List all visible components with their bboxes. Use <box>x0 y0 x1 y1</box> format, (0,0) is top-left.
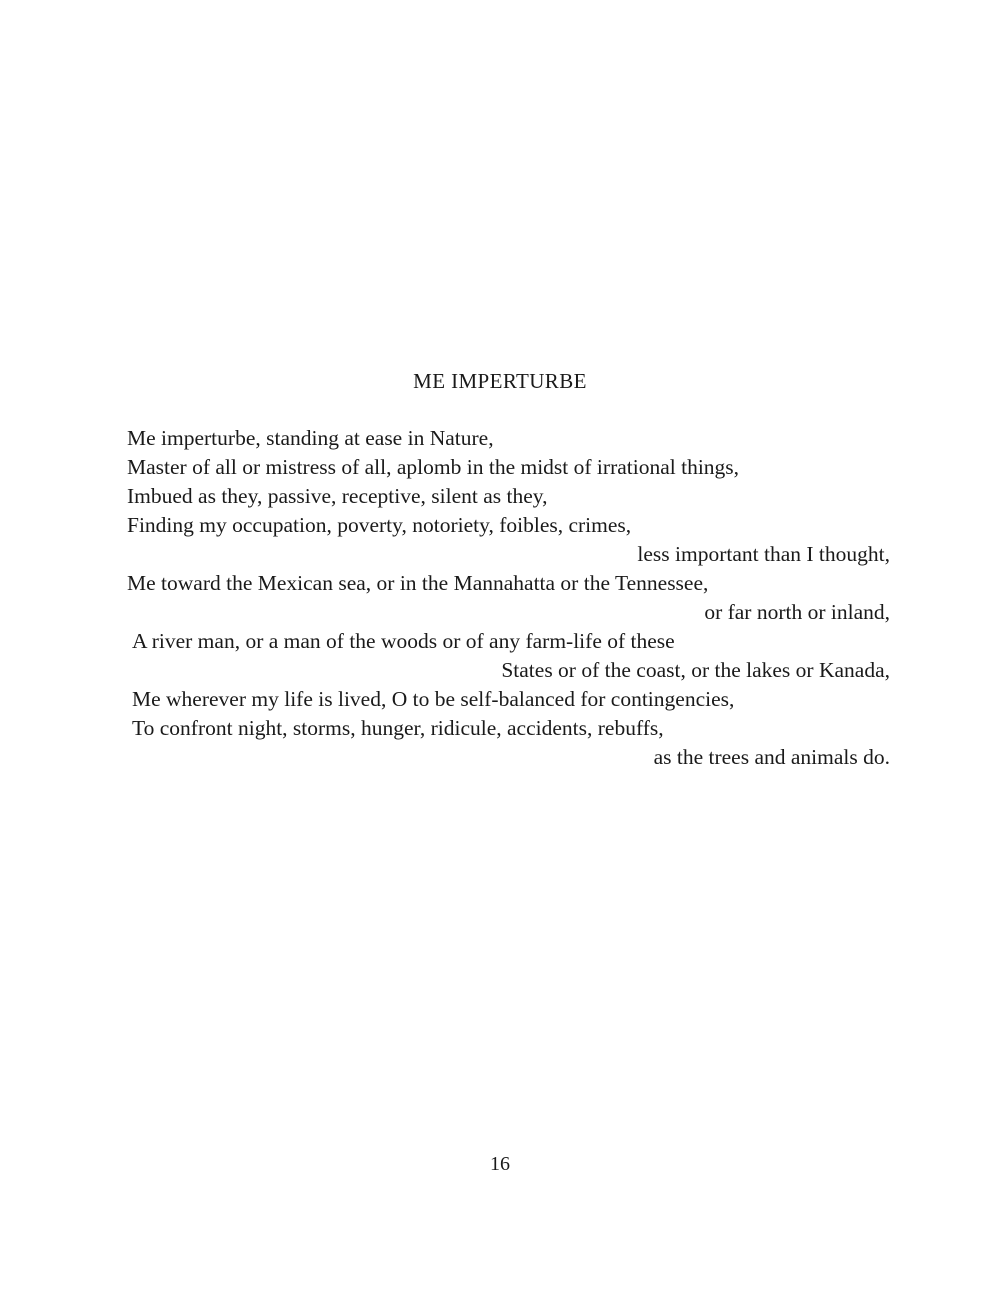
poem-line: Imbued as they, passive, receptive, silent as they, <box>127 484 548 508</box>
poem-line: To confront night, storms, hunger, ridicule, accidents, rebuffs, <box>132 716 664 740</box>
poem-line-continuation: less important than I thought, <box>637 542 890 566</box>
poem-line: Me imperturbe, standing at ease in Nature, <box>127 426 494 450</box>
page-number: 16 <box>490 1153 510 1175</box>
poem-line: Me toward the Mexican sea, or in the Mannahatta or the Tennessee, <box>127 571 709 595</box>
poem-line: Finding my occupation, poverty, notoriety, foibles, crimes, <box>127 513 632 537</box>
poem-line-continuation: States or of the coast, or the lakes or Kanada, <box>501 658 890 682</box>
poem-title: ME IMPERTURBE <box>413 369 587 393</box>
poem-line: A river man, or a man of the woods or of any farm-life of these <box>132 629 675 653</box>
poem-line-continuation: or far north or inland, <box>704 600 890 624</box>
poem-line: Me wherever my life is lived, O to be self-balanced for contingencies, <box>132 687 735 711</box>
poem-line: Master of all or mistress of all, aplomb in the midst of irrational things, <box>127 455 740 479</box>
poem-body <box>127 424 890 772</box>
poem-line-continuation: as the trees and animals do. <box>653 745 890 769</box>
